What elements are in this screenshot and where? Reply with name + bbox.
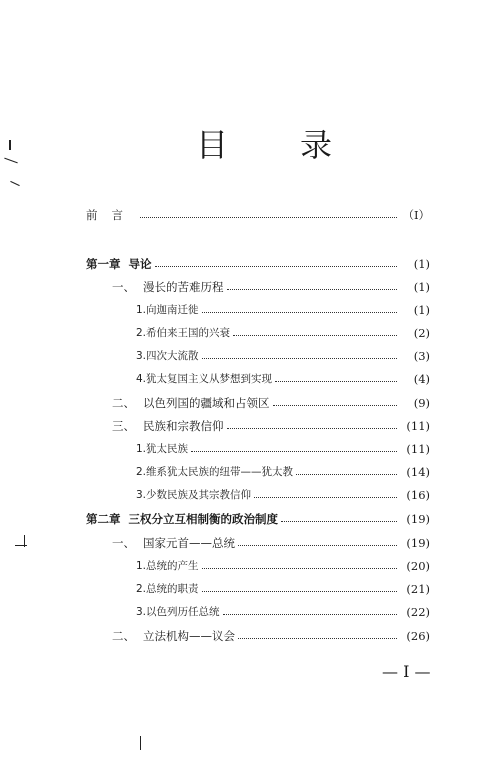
toc-entry-chapter-1[interactable]: [86, 255, 430, 273]
toc-page-number: （Ⅰ）: [402, 208, 430, 222]
scan-mark: [140, 736, 141, 750]
toc-entry-label: 2.希伯来王国的兴衰: [136, 327, 231, 339]
section-number: 一、: [112, 280, 135, 294]
toc-entry-label: 3.以色列历任总统: [136, 606, 220, 618]
leader-dots: [191, 451, 397, 452]
leader-dots: [223, 614, 397, 615]
toc-entry-preface[interactable]: [86, 206, 430, 224]
leader-dots: [273, 405, 398, 406]
leader-dots: [155, 266, 398, 267]
toc-entry-section[interactable]: [112, 534, 430, 552]
toc-entry-label: 漫长的苦难历程: [143, 280, 224, 294]
toc-entry-section[interactable]: [112, 627, 430, 645]
leader-dots: [227, 428, 398, 429]
toc-entry-subsection[interactable]: [136, 440, 430, 458]
leader-dots: [275, 381, 397, 382]
toc-page-number: (9): [413, 396, 430, 410]
leader-dots: [140, 217, 397, 218]
toc-entry-subsection[interactable]: [136, 603, 430, 621]
leader-dots: [202, 312, 397, 313]
title-char-2: 录: [300, 126, 333, 164]
leader-dots: [238, 638, 397, 639]
toc-entry-label: 立法机构——议会: [143, 629, 235, 643]
toc-entry-subsection[interactable]: [136, 347, 430, 365]
scan-mark: [10, 181, 19, 186]
toc-page-number: (19): [406, 536, 430, 550]
toc-entry-label: 4.犹太复国主义从梦想到实现: [136, 373, 273, 385]
toc-entry-label: 2.维系犹太民族的纽带——犹太教: [136, 466, 294, 478]
toc-entry-label: 三权分立互相制衡的政治制度: [128, 512, 278, 526]
leader-dots: [202, 591, 397, 592]
toc-page-number: (2): [413, 326, 430, 340]
chapter-number: 第二章: [86, 512, 121, 526]
leader-dots: [254, 497, 397, 498]
toc-entry-subsection[interactable]: [136, 580, 430, 598]
title-char-1: 目: [196, 126, 229, 164]
toc-entry-label: 1.向迦南迁徙: [136, 304, 199, 316]
leader-dots: [238, 545, 397, 546]
section-number: 二、: [112, 629, 135, 643]
toc-entry-label: 2.总统的职责: [136, 583, 199, 595]
toc-entry-label: 导论: [128, 257, 152, 271]
toc-entry-label: 1.总统的产生: [136, 560, 199, 572]
toc-page-number: (14): [406, 465, 430, 479]
toc-entry-label: 3.少数民族及其宗教信仰: [136, 489, 252, 501]
toc-page-number: (11): [406, 419, 430, 433]
scan-mark: [24, 535, 25, 547]
toc-page-number: (3): [413, 349, 430, 363]
scan-mark: [9, 140, 11, 150]
toc-page-number: (26): [406, 629, 430, 643]
toc-entry-subsection[interactable]: [136, 324, 430, 342]
leader-dots: [202, 568, 397, 569]
toc-page-number: (16): [406, 488, 430, 502]
toc-entry-chapter-2[interactable]: [86, 510, 430, 528]
toc-entry-label: 3.四次大流散: [136, 350, 199, 362]
toc-page-number: (19): [406, 512, 430, 526]
toc-page-number: (21): [406, 582, 430, 596]
toc-page-number: (1): [413, 303, 430, 317]
toc-entry-subsection[interactable]: [136, 463, 430, 481]
toc-entry-section[interactable]: [112, 278, 430, 296]
page-title: [0, 120, 504, 164]
scan-mark: [15, 545, 27, 546]
toc-page-number: (11): [406, 442, 430, 456]
toc-entry-subsection[interactable]: [136, 486, 430, 504]
toc-entry-label: 国家元首——总统: [143, 536, 235, 550]
toc-page-number: (1): [413, 280, 430, 294]
chapter-number: 第一章: [86, 257, 121, 271]
leader-dots: [227, 289, 398, 290]
toc-entry-label: 以色列国的疆域和占领区: [143, 396, 270, 410]
leader-dots: [202, 358, 397, 359]
toc-entry-label: 民族和宗教信仰: [143, 419, 224, 433]
toc-entry-section[interactable]: [112, 394, 430, 412]
toc-entry-label: 1.犹太民族: [136, 443, 189, 455]
toc-page-number: (1): [413, 257, 430, 271]
toc-entry-label: 前言: [86, 208, 137, 222]
toc-entry-subsection[interactable]: [136, 301, 430, 319]
section-number: 二、: [112, 396, 135, 410]
toc-entry-subsection[interactable]: [136, 557, 430, 575]
leader-dots: [281, 521, 397, 522]
toc-page-number: (20): [406, 559, 430, 573]
leader-dots: [233, 335, 397, 336]
page-number-footer: — Ⅰ —: [382, 662, 431, 681]
toc-page-number: (4): [413, 372, 430, 386]
section-number: 一、: [112, 536, 135, 550]
toc-entry-subsection[interactable]: [136, 370, 430, 388]
leader-dots: [296, 474, 397, 475]
section-number: 三、: [112, 419, 135, 433]
toc-page-number: (22): [406, 605, 430, 619]
toc-entry-section[interactable]: [112, 417, 430, 435]
